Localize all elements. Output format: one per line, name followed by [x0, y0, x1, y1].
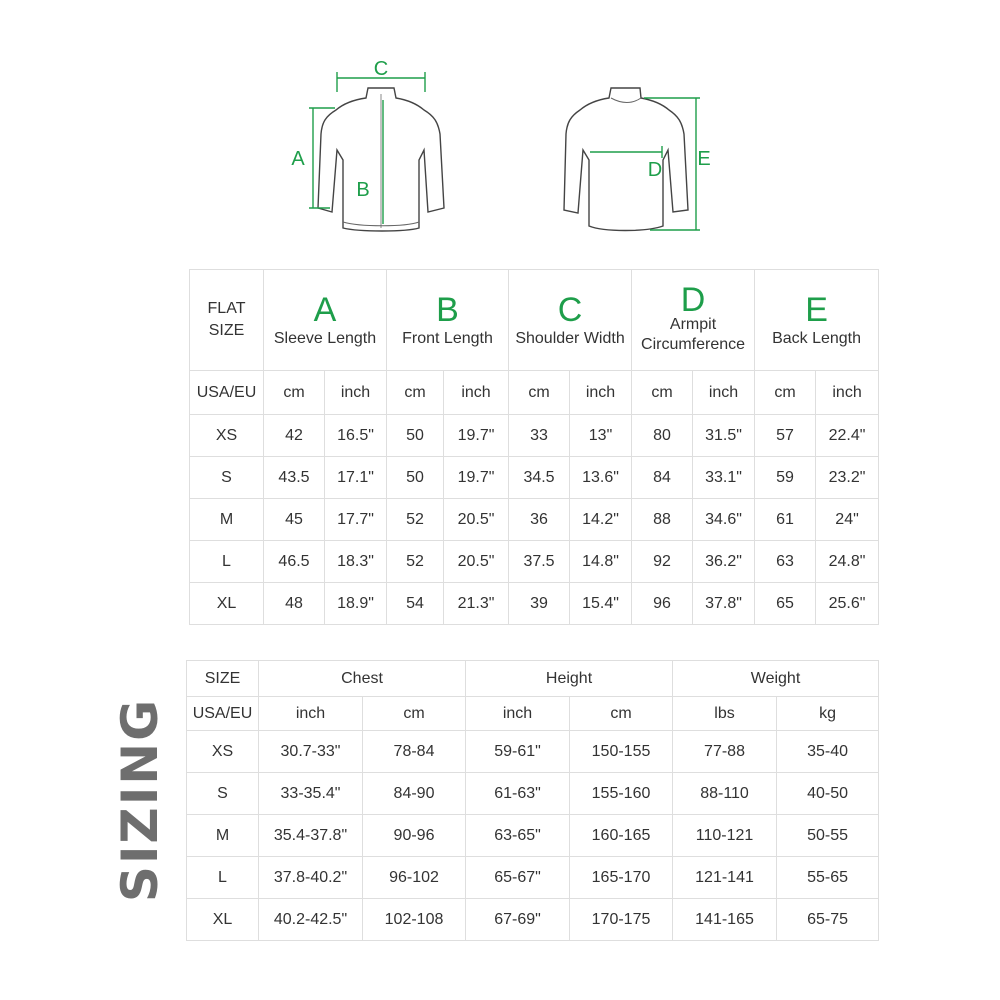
garment-measurement-diagram	[0, 0, 1000, 260]
value-cell: 19.7"	[444, 457, 509, 499]
value-cell: 20.5"	[444, 541, 509, 583]
table-row	[187, 857, 879, 899]
table-row	[187, 731, 879, 773]
size-cell: S	[190, 457, 264, 499]
value-cell: 15.4"	[570, 583, 632, 625]
value-cell: 19.7"	[444, 415, 509, 457]
value-cell: 33	[509, 415, 570, 457]
sizing-title: SIZING	[111, 697, 169, 903]
value-cell: 23.2"	[816, 457, 879, 499]
value-cell: 37.5	[509, 541, 570, 583]
value-cell: 102-108	[363, 899, 466, 941]
size-cell: XS	[187, 731, 259, 773]
value-cell: 92	[632, 541, 693, 583]
value-cell: 35-40	[777, 731, 879, 773]
value-cell: 25.6"	[816, 583, 879, 625]
value-cell: 77-88	[673, 731, 777, 773]
table-row	[190, 415, 879, 457]
label-e: E	[697, 148, 711, 170]
value-cell: 54	[387, 583, 444, 625]
table-row	[187, 899, 879, 941]
value-cell: 18.3"	[325, 541, 387, 583]
value-cell: 18.9"	[325, 583, 387, 625]
value-cell: 20.5"	[444, 499, 509, 541]
measure-letter: A	[313, 291, 337, 329]
measure-header-a	[264, 270, 387, 371]
unit-header: lbs	[673, 697, 777, 731]
value-cell: 14.8"	[570, 541, 632, 583]
table-row	[190, 457, 879, 499]
label-a: A	[291, 148, 305, 170]
measure-name: Armpit Circumference	[641, 316, 746, 353]
value-cell: 24"	[816, 499, 879, 541]
value-cell: 63-65"	[466, 815, 570, 857]
measure-header-c	[509, 270, 632, 371]
value-cell: 57	[755, 415, 816, 457]
value-cell: 150-155	[570, 731, 673, 773]
region-label: USA/EU	[190, 371, 264, 415]
sizing-table-body	[187, 731, 879, 941]
value-cell: 88	[632, 499, 693, 541]
value-cell: 36	[509, 499, 570, 541]
value-cell: 110-121	[673, 815, 777, 857]
front-jersey-illustration	[318, 88, 444, 231]
value-cell: 78-84	[363, 731, 466, 773]
size-cell: M	[187, 815, 259, 857]
unit-header: inch	[816, 371, 879, 415]
flat-header-row	[190, 270, 879, 371]
value-cell: 88-110	[673, 773, 777, 815]
value-cell: 17.1"	[325, 457, 387, 499]
value-cell: 13.6"	[570, 457, 632, 499]
table-row	[190, 541, 879, 583]
label-b: B	[356, 179, 370, 201]
value-cell: 61-63"	[466, 773, 570, 815]
unit-header: inch	[693, 371, 755, 415]
unit-header: inch	[325, 371, 387, 415]
flat-units-row	[190, 371, 879, 415]
value-cell: 34.5	[509, 457, 570, 499]
unit-header: cm	[570, 697, 673, 731]
measure-header-b	[387, 270, 509, 371]
unit-header: kg	[777, 697, 879, 731]
value-cell: 17.7"	[325, 499, 387, 541]
size-cell: L	[187, 857, 259, 899]
measure-letter: B	[436, 291, 459, 329]
value-cell: 65	[755, 583, 816, 625]
table-row	[190, 499, 879, 541]
flat-size-label: FLAT SIZE	[207, 300, 246, 339]
value-cell: 21.3"	[444, 583, 509, 625]
value-cell: 36.2"	[693, 541, 755, 583]
value-cell: 50	[387, 457, 444, 499]
unit-header: cm	[387, 371, 444, 415]
group-header-chest: Chest	[259, 661, 466, 697]
group-header-weight: Weight	[673, 661, 879, 697]
measure-header-d	[632, 270, 755, 371]
unit-header: cm	[755, 371, 816, 415]
value-cell: 52	[387, 499, 444, 541]
value-cell: 170-175	[570, 899, 673, 941]
value-cell: 35.4-37.8"	[259, 815, 363, 857]
measure-letter: C	[557, 291, 583, 329]
value-cell: 55-65	[777, 857, 879, 899]
sizing-group-row	[187, 661, 879, 697]
measure-name: Shoulder Width	[515, 330, 625, 347]
value-cell: 43.5	[264, 457, 325, 499]
value-cell: 37.8-40.2"	[259, 857, 363, 899]
value-cell: 33-35.4"	[259, 773, 363, 815]
size-cell: L	[190, 541, 264, 583]
region-label: USA/EU	[187, 697, 259, 731]
value-cell: 121-141	[673, 857, 777, 899]
flat-size-table	[189, 269, 879, 625]
unit-header: inch	[570, 371, 632, 415]
value-cell: 22.4"	[816, 415, 879, 457]
size-cell: XL	[187, 899, 259, 941]
group-header-height: Height	[466, 661, 673, 697]
value-cell: 65-67"	[466, 857, 570, 899]
size-cell: XS	[190, 415, 264, 457]
value-cell: 84	[632, 457, 693, 499]
sizing-units-row	[187, 697, 879, 731]
unit-header: inch	[444, 371, 509, 415]
value-cell: 50	[387, 415, 444, 457]
value-cell: 24.8"	[816, 541, 879, 583]
value-cell: 96	[632, 583, 693, 625]
value-cell: 39	[509, 583, 570, 625]
value-cell: 33.1"	[693, 457, 755, 499]
value-cell: 48	[264, 583, 325, 625]
size-cell: XL	[190, 583, 264, 625]
flat-table-body	[190, 415, 879, 625]
value-cell: 155-160	[570, 773, 673, 815]
value-cell: 80	[632, 415, 693, 457]
value-cell: 42	[264, 415, 325, 457]
value-cell: 65-75	[777, 899, 879, 941]
value-cell: 165-170	[570, 857, 673, 899]
value-cell: 67-69"	[466, 899, 570, 941]
value-cell: 84-90	[363, 773, 466, 815]
value-cell: 50-55	[777, 815, 879, 857]
size-cell: S	[187, 773, 259, 815]
value-cell: 61	[755, 499, 816, 541]
table-row	[187, 773, 879, 815]
value-cell: 40-50	[777, 773, 879, 815]
unit-header: inch	[466, 697, 570, 731]
unit-header: cm	[632, 371, 693, 415]
measure-letter: D	[680, 281, 706, 319]
table-row	[190, 583, 879, 625]
value-cell: 141-165	[673, 899, 777, 941]
value-cell: 14.2"	[570, 499, 632, 541]
unit-header: inch	[259, 697, 363, 731]
label-c: C	[373, 58, 389, 80]
value-cell: 63	[755, 541, 816, 583]
measure-name: Sleeve Length	[273, 330, 377, 347]
label-d: D	[647, 159, 663, 181]
value-cell: 160-165	[570, 815, 673, 857]
back-jersey-illustration	[564, 88, 688, 231]
value-cell: 52	[387, 541, 444, 583]
body-sizing-table	[186, 660, 879, 941]
value-cell: 37.8"	[693, 583, 755, 625]
value-cell: 30.7-33"	[259, 731, 363, 773]
measure-header-e	[755, 270, 879, 371]
size-cell: M	[190, 499, 264, 541]
value-cell: 46.5	[264, 541, 325, 583]
value-cell: 16.5"	[325, 415, 387, 457]
value-cell: 31.5"	[693, 415, 755, 457]
value-cell: 90-96	[363, 815, 466, 857]
measurement-letters	[291, 58, 710, 201]
flat-size-corner	[190, 270, 264, 371]
measure-name: Back Length	[772, 330, 862, 347]
value-cell: 13"	[570, 415, 632, 457]
measure-name: Front Length	[402, 330, 493, 347]
value-cell: 40.2-42.5"	[259, 899, 363, 941]
value-cell: 34.6"	[693, 499, 755, 541]
value-cell: 45	[264, 499, 325, 541]
measure-letter: E	[805, 291, 828, 329]
unit-header: cm	[363, 697, 466, 731]
value-cell: 59	[755, 457, 816, 499]
size-label: SIZE	[187, 661, 259, 697]
table-row	[187, 815, 879, 857]
unit-header: cm	[509, 371, 570, 415]
value-cell: 59-61"	[466, 731, 570, 773]
unit-header: cm	[264, 371, 325, 415]
value-cell: 96-102	[363, 857, 466, 899]
